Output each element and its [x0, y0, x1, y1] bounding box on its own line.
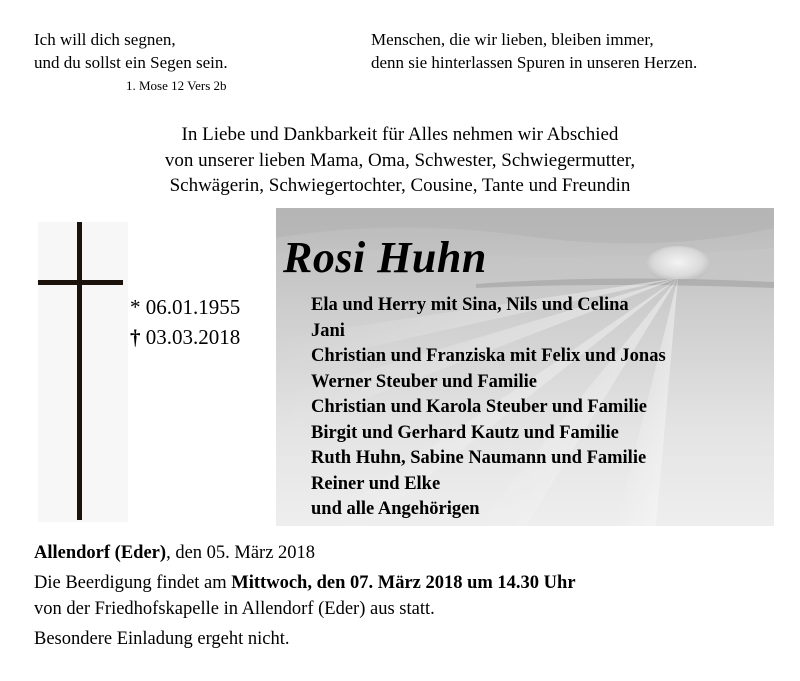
deceased-name: Rosi Huhn: [283, 233, 487, 282]
verse-right-line1: Menschen, die wir lieben, bleiben immer,: [371, 30, 654, 49]
mourner-line: Jani: [311, 320, 345, 341]
cross-icon-bar: [38, 280, 123, 285]
intro-line2: von unserer lieben Mama, Oma, Schwester, Schwiegermutter,: [164, 149, 636, 171]
death-date: 03.03.2018: [145, 325, 241, 349]
verse-left-line1: Ich will dich segnen,: [34, 30, 176, 49]
verse-left: [34, 28, 228, 74]
mourners-list: [311, 293, 666, 523]
intro-text: [0, 122, 800, 199]
funeral-line: [34, 573, 576, 594]
life-dates: [130, 292, 240, 352]
mourner-line: Birgit und Gerhard Kautz und Familie: [311, 422, 619, 443]
intro-line1: In Liebe und Dankbarkeit für Alles nehmen wir Abschied: [181, 124, 619, 145]
funeral-prefix: Die Beerdigung findet am: [34, 573, 232, 593]
verse-right-line2: denn sie hinterlassen Spuren in unseren Herzen.: [371, 53, 698, 72]
dagger-icon: †: [130, 325, 141, 349]
invitation-note: Besondere Einladung ergeht nicht.: [34, 629, 290, 649]
verse-right: [371, 28, 697, 74]
mourner-line: Christian und Franziska mit Felix und Jonas: [311, 346, 666, 366]
mourner-line: Werner Steuber und Familie: [311, 371, 537, 392]
place-date-line: [34, 543, 315, 564]
mourner-line: Christian und Karola Steuber und Familie: [311, 397, 647, 417]
verse-reference: 1. Mose 12 Vers 2b: [126, 78, 227, 93]
cross-background: [38, 222, 128, 522]
place-name: Allendorf (Eder): [34, 543, 167, 563]
mourner-line: und alle Angehörigen: [311, 499, 480, 519]
birth-date: * 06.01.1955: [130, 295, 241, 319]
mourner-line: Ela und Herry mit Sina, Nils und Celina: [311, 295, 629, 315]
funeral-location: von der Friedhofskapelle in Allendorf (Eder) aus statt.: [34, 599, 435, 619]
verse-left-line2: und du sollst ein Segen sein.: [34, 53, 228, 72]
notice-date: , den 05. März 2018: [166, 543, 316, 563]
mourner-line: Reiner und Elke: [311, 473, 441, 494]
mourner-line: Ruth Huhn, Sabine Naumann und Familie: [311, 448, 647, 468]
sun-icon: [646, 246, 710, 282]
cross-icon: [77, 222, 82, 520]
funeral-datetime: Mittwoch, den 07. März 2018 um 14.30 Uhr: [231, 573, 576, 593]
death-date-row: [130, 322, 240, 352]
intro-line3: Schwägerin, Schwiegertochter, Cousine, Tante und Freundin: [169, 175, 631, 196]
